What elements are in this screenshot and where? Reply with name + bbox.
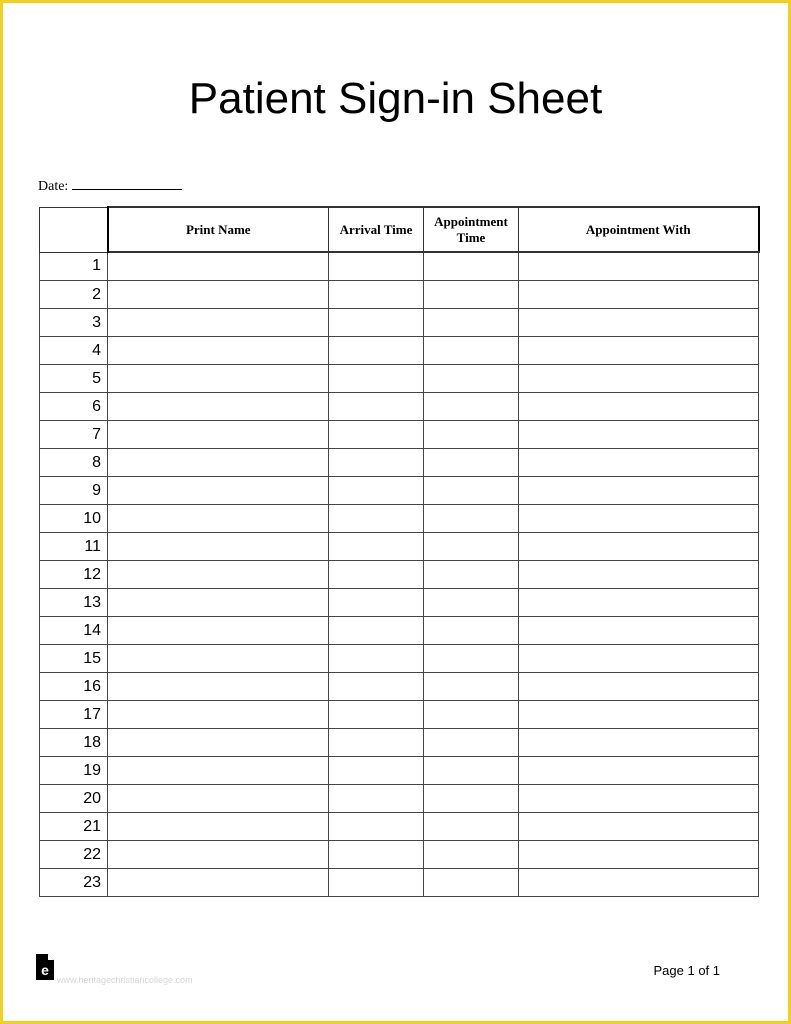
arrival-time-cell[interactable]	[329, 252, 424, 281]
table-row	[40, 869, 759, 897]
arrival-time-cell[interactable]	[329, 505, 424, 533]
page-number: Page 1 of 1	[653, 963, 720, 978]
arrival-time-cell[interactable]	[329, 813, 424, 841]
table-row	[40, 589, 759, 617]
appointment-time-cell[interactable]	[424, 477, 519, 505]
print-name-cell[interactable]	[108, 533, 329, 561]
appointment-time-cell[interactable]	[424, 869, 519, 897]
header-arrival-time: Arrival Time	[329, 207, 424, 252]
appointment-with-cell[interactable]	[519, 841, 759, 869]
appointment-time-cell[interactable]	[424, 449, 519, 477]
appointment-with-cell[interactable]	[519, 561, 759, 589]
table-row	[40, 785, 759, 813]
appointment-with-cell[interactable]	[519, 309, 759, 337]
header-appointment-with: Appointment With	[519, 207, 759, 252]
row-number: 12	[40, 561, 108, 589]
print-name-cell[interactable]	[108, 505, 329, 533]
appointment-with-cell[interactable]	[519, 785, 759, 813]
row-number: 15	[40, 645, 108, 673]
row-number: 23	[40, 869, 108, 897]
appointment-time-cell[interactable]	[424, 645, 519, 673]
appointment-time-cell[interactable]	[424, 673, 519, 701]
row-number: 21	[40, 813, 108, 841]
table-body	[40, 252, 759, 897]
row-number: 2	[40, 281, 108, 309]
print-name-cell[interactable]	[108, 869, 329, 897]
appointment-with-cell[interactable]	[519, 617, 759, 645]
print-name-cell[interactable]	[108, 309, 329, 337]
appointment-with-cell[interactable]	[519, 645, 759, 673]
arrival-time-cell[interactable]	[329, 309, 424, 337]
row-number: 22	[40, 841, 108, 869]
print-name-cell[interactable]	[108, 589, 329, 617]
print-name-cell[interactable]	[108, 449, 329, 477]
arrival-time-cell[interactable]	[329, 617, 424, 645]
print-name-cell[interactable]	[108, 393, 329, 421]
row-number: 3	[40, 309, 108, 337]
footer-watermark: www.heritagechristiancollege.com	[57, 975, 193, 985]
appointment-with-cell[interactable]	[519, 505, 759, 533]
table-row	[40, 841, 759, 869]
row-number: 18	[40, 729, 108, 757]
table-row	[40, 421, 759, 449]
print-name-cell[interactable]	[108, 785, 329, 813]
print-name-cell[interactable]	[108, 841, 329, 869]
arrival-time-cell[interactable]	[329, 869, 424, 897]
appointment-with-cell[interactable]	[519, 757, 759, 785]
row-number: 10	[40, 505, 108, 533]
row-number: 11	[40, 533, 108, 561]
table-row	[40, 673, 759, 701]
appointment-with-cell[interactable]	[519, 701, 759, 729]
appointment-time-cell[interactable]	[424, 309, 519, 337]
appointment-with-cell[interactable]	[519, 589, 759, 617]
header-corner	[40, 207, 108, 252]
appointment-time-cell[interactable]	[424, 589, 519, 617]
appointment-with-cell[interactable]	[519, 673, 759, 701]
table-row	[40, 645, 759, 673]
table-row	[40, 309, 759, 337]
print-name-cell[interactable]	[108, 337, 329, 365]
print-name-cell[interactable]	[108, 252, 329, 281]
date-blank-line[interactable]	[72, 177, 182, 190]
appointment-time-cell[interactable]	[424, 421, 519, 449]
print-name-cell[interactable]	[108, 645, 329, 673]
arrival-time-cell[interactable]	[329, 729, 424, 757]
appointment-time-cell[interactable]	[424, 729, 519, 757]
sign-in-table-wrapper	[39, 206, 758, 897]
table-row	[40, 477, 759, 505]
table-row	[40, 281, 759, 309]
appointment-with-cell[interactable]	[519, 365, 759, 393]
print-name-cell[interactable]	[108, 561, 329, 589]
arrival-time-cell[interactable]	[329, 421, 424, 449]
table-row	[40, 701, 759, 729]
svg-text:e: e	[41, 962, 49, 978]
print-name-cell[interactable]	[108, 701, 329, 729]
row-number: 4	[40, 337, 108, 365]
appointment-with-cell[interactable]	[519, 337, 759, 365]
appointment-with-cell[interactable]	[519, 869, 759, 897]
appointment-with-cell[interactable]	[519, 449, 759, 477]
row-number: 1	[40, 252, 108, 281]
arrival-time-cell[interactable]	[329, 393, 424, 421]
appointment-time-cell[interactable]	[424, 561, 519, 589]
table-row	[40, 252, 759, 281]
row-number: 5	[40, 365, 108, 393]
appointment-time-cell[interactable]	[424, 393, 519, 421]
arrival-time-cell[interactable]	[329, 841, 424, 869]
arrival-time-cell[interactable]	[329, 673, 424, 701]
appointment-with-cell[interactable]	[519, 533, 759, 561]
row-number: 20	[40, 785, 108, 813]
row-number: 8	[40, 449, 108, 477]
arrival-time-cell[interactable]	[329, 365, 424, 393]
row-number: 19	[40, 757, 108, 785]
appointment-time-cell[interactable]	[424, 281, 519, 309]
table-row	[40, 729, 759, 757]
print-name-cell[interactable]	[108, 673, 329, 701]
table-row	[40, 561, 759, 589]
header-appointment-time: Appointment Time	[424, 207, 519, 252]
arrival-time-cell[interactable]	[329, 533, 424, 561]
date-label: Date:	[38, 179, 69, 194]
table-header-row	[40, 207, 759, 252]
appointment-with-cell[interactable]	[519, 813, 759, 841]
e-document-icon	[36, 954, 54, 980]
row-number: 7	[40, 421, 108, 449]
print-name-cell[interactable]	[108, 617, 329, 645]
arrival-time-cell[interactable]	[329, 785, 424, 813]
appointment-time-cell[interactable]	[424, 617, 519, 645]
table-row	[40, 505, 759, 533]
appointment-time-cell[interactable]	[424, 365, 519, 393]
table-row	[40, 393, 759, 421]
print-name-cell[interactable]	[108, 365, 329, 393]
appointment-time-cell[interactable]	[424, 757, 519, 785]
appointment-with-cell[interactable]	[519, 252, 759, 281]
appointment-with-cell[interactable]	[519, 393, 759, 421]
arrival-time-cell[interactable]	[329, 589, 424, 617]
appointment-time-cell[interactable]	[424, 785, 519, 813]
row-number: 13	[40, 589, 108, 617]
table-row	[40, 813, 759, 841]
table-row	[40, 365, 759, 393]
table-row	[40, 757, 759, 785]
table-row	[40, 337, 759, 365]
arrival-time-cell[interactable]	[329, 701, 424, 729]
print-name-cell[interactable]	[108, 477, 329, 505]
arrival-time-cell[interactable]	[329, 477, 424, 505]
print-name-cell[interactable]	[108, 421, 329, 449]
appointment-time-cell[interactable]	[424, 505, 519, 533]
print-name-cell[interactable]	[108, 281, 329, 309]
appointment-time-cell[interactable]	[424, 252, 519, 281]
arrival-time-cell[interactable]	[329, 645, 424, 673]
appointment-time-cell[interactable]	[424, 841, 519, 869]
row-number: 17	[40, 701, 108, 729]
row-number: 14	[40, 617, 108, 645]
date-field	[38, 177, 182, 195]
arrival-time-cell[interactable]	[329, 561, 424, 589]
print-name-cell[interactable]	[108, 729, 329, 757]
header-print-name: Print Name	[108, 207, 329, 252]
page-title: Patient Sign-in Sheet	[188, 74, 603, 123]
appointment-with-cell[interactable]	[519, 421, 759, 449]
appointment-with-cell[interactable]	[519, 281, 759, 309]
arrival-time-cell[interactable]	[329, 337, 424, 365]
arrival-time-cell[interactable]	[329, 281, 424, 309]
arrival-time-cell[interactable]	[329, 757, 424, 785]
arrival-time-cell[interactable]	[329, 449, 424, 477]
appointment-with-cell[interactable]	[519, 477, 759, 505]
print-name-cell[interactable]	[108, 813, 329, 841]
appointment-time-cell[interactable]	[424, 701, 519, 729]
row-number: 16	[40, 673, 108, 701]
row-number: 6	[40, 393, 108, 421]
table-row	[40, 617, 759, 645]
appointment-time-cell[interactable]	[424, 813, 519, 841]
appointment-time-cell[interactable]	[424, 337, 519, 365]
row-number: 9	[40, 477, 108, 505]
sign-in-table	[39, 206, 760, 897]
table-row	[40, 449, 759, 477]
appointment-time-cell[interactable]	[424, 533, 519, 561]
appointment-with-cell[interactable]	[519, 729, 759, 757]
print-name-cell[interactable]	[108, 757, 329, 785]
table-row	[40, 533, 759, 561]
